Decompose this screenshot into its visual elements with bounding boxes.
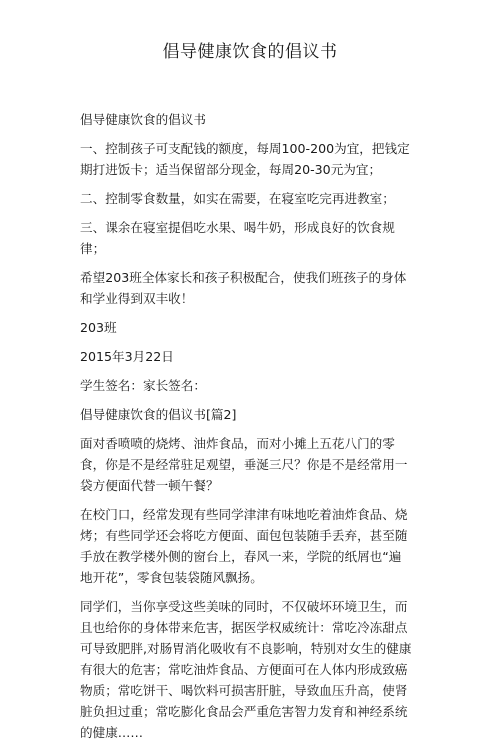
paragraph: 一、控制孩子可支配钱的额度，每周100-200为宜，把钱定期打进饭卡；适当保留部分现金，每周20-30元为宜； [80, 141, 410, 177]
document-body [80, 109, 412, 751]
section-heading: 倡导健康饮食的倡议书 [80, 112, 206, 127]
signature-line: 学生签名：家长签名： [80, 378, 206, 393]
document-title: 倡导健康饮食的倡议书 [162, 42, 338, 62]
paragraph: 二、控制零食数量，如实在需要，在寝室吃完再进教室； [80, 191, 395, 206]
paragraph: 面对香喷喷的烧烤、油炸食品，而对小摊上五花八门的零食，你是不是经常驻足观望，垂涎三尺？你是不是经常用一袋方便面代替一顿午餐？ [80, 436, 408, 493]
date: 2015年3月22日 [80, 349, 174, 364]
paragraph: 希望203班全体家长和孩子积极配合，使我们班孩子的身体和学业得到双丰收！ [80, 270, 407, 306]
class-name: 203班 [80, 320, 117, 335]
paragraph: 三、课余在寝室提倡吃水果、喝牛奶，形成良好的饮食规律； [80, 220, 395, 256]
section-heading: 倡导健康饮食的倡议书[篇2] [80, 407, 237, 422]
paragraph: 同学们，当你享受这些美味的同时，不仅破坏环境卫生，而且也给你的身体带来危害，据医学权威统计：常吃冷冻甜点可导致肥胖,对肠胃消化吸收有不良影响，特别对女生的健康有很大的危害；常吃油炸食品、方便面可在人体内形成致癌物质；常吃饼干、喝饮料可损害肝脏，导致血压升高，使肾脏负担过重；常吃膨化食品会严重危害智力发育和神经系统的健康…… [80, 599, 412, 740]
paragraph: 在校门口，经常发现有些同学津津有味地吃着油炸食品、烧烤；有些同学还会将吃方便面、面包包装随手丢弃，甚至随手放在教学楼外侧的窗台上，春风一来，学院的纸屑也“遍地开花”，零食包装袋随风飘扬。 [80, 507, 408, 585]
